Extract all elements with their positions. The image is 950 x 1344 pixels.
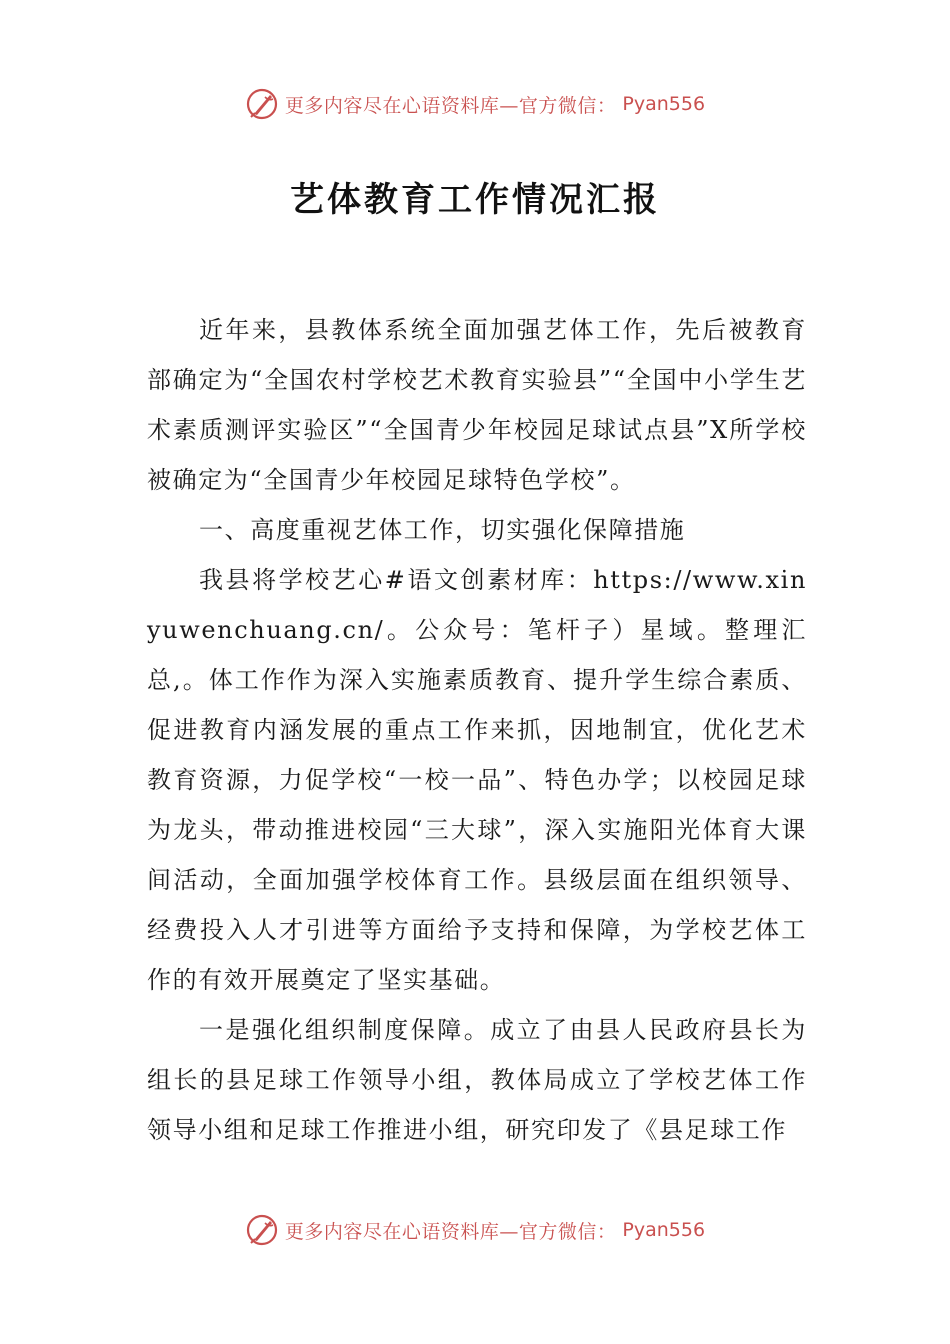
document-title: 艺体教育工作情况汇报 bbox=[290, 180, 660, 220]
section-heading-1: 一、高度重视艺体工作，切实强化保障措施 bbox=[199, 516, 686, 544]
banner-wechat-id: Pyan556 bbox=[622, 1219, 706, 1241]
banner-wechat-id: Pyan556 bbox=[622, 93, 706, 115]
banner-text: 更多内容尽在心语资料库—官方微信： bbox=[284, 94, 617, 117]
paragraph-point-1: 一是强化组织制度保障。成立了由县人民政府县长为组长的县足球工作领导小组，教体局成立了学校艺体工作领导小组和足球工作推进小组，研究印发了《县足球工作 bbox=[147, 1016, 807, 1144]
banner-text: 更多内容尽在心语资料库—官方微信： bbox=[284, 1220, 617, 1243]
quill-pen-logo-icon bbox=[245, 1213, 279, 1247]
paragraph-intro: 近年来，县教体系统全面加强艺体工作，先后被教育部确定为“全国农村学校艺术教育实验县”“全国中小学生艺术素质测评实验区”“全国青少年校园足球试点县”X所学校被确定为“全国青少年校园足球特色学校”。 bbox=[147, 316, 807, 494]
quill-pen-logo-icon bbox=[245, 87, 279, 121]
footer-watermark-banner bbox=[0, 1210, 950, 1250]
paragraph-section-1: 我县将学校艺心#语文创素材库：https://www.xinyuwenchuang.cn/。公众号：笔杆子）星域。整理汇总,。体工作作为深入实施素质教育、提升学生综合素质、促进教育内涵发展的重点工作来抓，因地制宜，优化艺术教育资源，力促学校“一校一品”、特色办学；以校园足球为龙头，带动推进校园“三大球”，深入实施阳光体育大课间活动，全面加强学校体育工作。县级层面在组织领导、经费投入人才引进等方面给予支持和保障，为学校艺体工作的有效开展奠定了坚实基础。 bbox=[147, 566, 807, 994]
header-watermark-banner bbox=[0, 84, 950, 124]
document-body bbox=[147, 305, 807, 1155]
